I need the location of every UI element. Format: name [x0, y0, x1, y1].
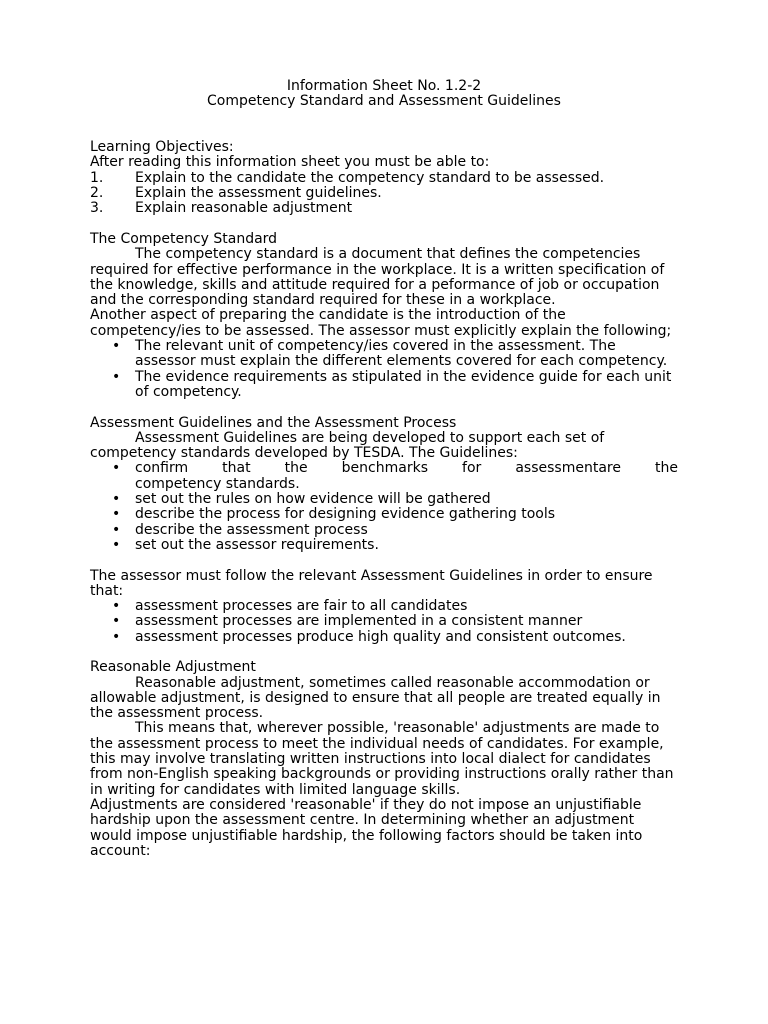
bullet-icon: •: [112, 368, 121, 385]
competency-paragraph: The competency standard is a document that defines the competencies required for effective performance in the workplace. It is a written specification of the knowledge, skills and attitude required for a peformance of job or occupation and the corresponding standard required for these in a workplace.: [90, 246, 665, 309]
guidelines-heading: Assessment Guidelines and the Assessment Process: [90, 414, 457, 431]
bullet-icon: •: [112, 598, 121, 615]
competency-paragraph: Another aspect of preparing the candidate is the introduction of the competency/ies to be assessed. The assessor must explicitly explain the following;: [90, 307, 672, 339]
objectives-intro: After reading this information sheet you must be able to:: [90, 154, 490, 171]
competency-bullet-list: [90, 339, 678, 400]
bullet-icon: •: [112, 521, 121, 538]
objective-text: Explain reasonable adjustment: [135, 200, 353, 217]
adjustment-paragraph: Adjustments are considered 'reasonable' if they do not impose an unjustifiable hardship upon the assessment centre. In determining whether an adjustment would impose unjustifiable hardship, the following factors should be taken into account:: [90, 796, 643, 859]
sheet-title: Competency Standard and Assessment Guidelines: [207, 93, 561, 110]
objective-text: Explain to the candidate the competency standard to be assessed.: [135, 169, 605, 186]
list-item: • describe the assessment process: [112, 521, 368, 538]
bullet-icon: •: [112, 613, 121, 630]
bullet-icon: •: [112, 536, 121, 553]
objective-number: 3.: [90, 200, 104, 217]
bullet-icon: •: [112, 338, 121, 355]
list-item: • confirm that the benchmarks for assessmentare the competency standards.: [112, 460, 678, 492]
objective-item: [90, 186, 678, 201]
guidelines-paragraph: Assessment Guidelines are being developed to support each set of competency standards developed by TESDA. The Guidelines:: [90, 429, 605, 462]
ensure-bullet-list: [90, 599, 678, 645]
justified-line: confirm that the benchmarks for assessmentare the: [135, 460, 678, 477]
objective-number: 1.: [90, 169, 104, 186]
bullet-icon: •: [112, 460, 121, 477]
document-body: [90, 79, 678, 859]
objective-item: [90, 201, 678, 216]
adjustment-heading: Reasonable Adjustment: [90, 659, 256, 676]
list-item: • assessment processes produce high quality and consistent outcomes.: [112, 628, 626, 645]
objective-text: Explain the assessment guidelines.: [135, 185, 382, 202]
list-item: • describe the process for designing evidence gathering tools: [112, 506, 556, 523]
list-item: • assessment processes are implemented in a consistent manner: [112, 613, 583, 630]
sheet-number: Information Sheet No. 1.2-2: [286, 78, 482, 94]
list-item: • set out the rules on how evidence will be gathered: [112, 491, 491, 508]
objective-number: 2.: [90, 185, 104, 202]
adjustment-paragraph: This means that, wherever possible, 'reasonable' adjustments are made to the assessment process to meet the individual needs of candidates. For example, this may involve translating written instructions into local dialect for candidates from non-English speaking backgrounds or providing instructions orally rather than in writing for candidates with limited language skills.: [90, 720, 674, 798]
guidelines-follow-paragraph: The assessor must follow the relevant Assessment Guidelines in order to ensure that:: [90, 567, 653, 599]
list-item: • The relevant unit of competency/ies covered in the assessment. The assessor must explain the different elements covered for each competency.: [112, 338, 668, 370]
adjustment-paragraph: Reasonable adjustment, sometimes called reasonable accommodation or allowable adjustment, is designed to ensure that all people are treated equally in the assessment process.: [90, 674, 661, 722]
objective-item: [90, 171, 678, 186]
list-item: • set out the assessor requirements.: [112, 536, 379, 553]
bullet-icon: •: [112, 491, 121, 508]
guidelines-bullet-list: [90, 461, 678, 553]
competency-heading: The Competency Standard: [90, 230, 278, 247]
bullet-icon: •: [112, 506, 121, 523]
list-item: • assessment processes are fair to all candidates: [112, 598, 468, 615]
objectives-heading: Learning Objectives:: [90, 139, 234, 156]
list-item: • The evidence requirements as stipulated in the evidence guide for each unit of competency.: [112, 368, 672, 400]
bullet-icon: •: [112, 628, 121, 645]
